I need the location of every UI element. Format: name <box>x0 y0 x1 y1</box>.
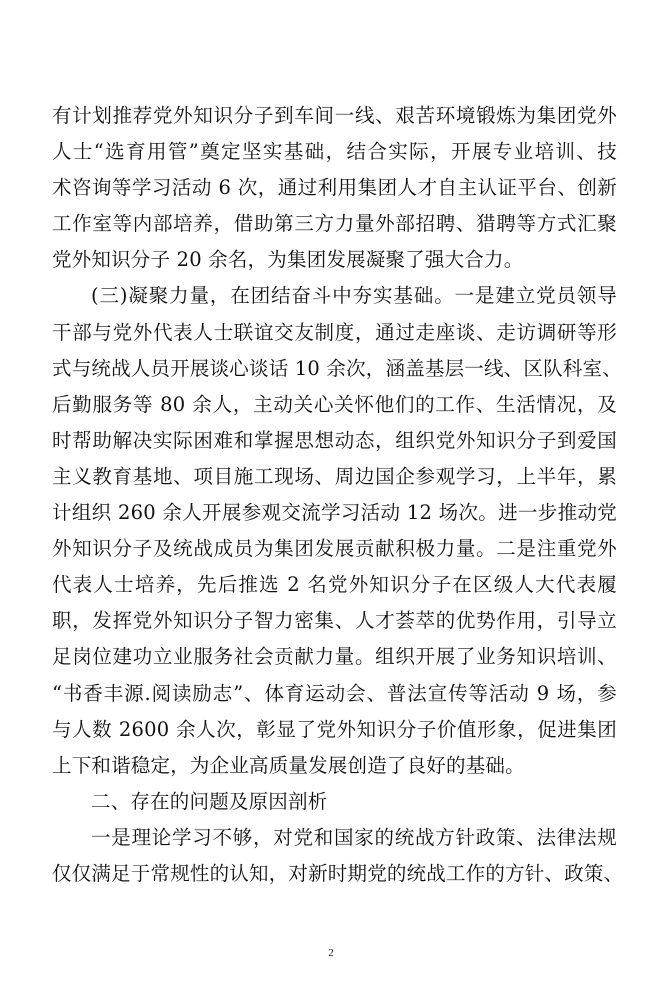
section-heading-problems <box>52 784 617 820</box>
text-line: 时帮助解决实际困难和掌握思想动态，组织党外知识分子到爱国 <box>52 428 617 452</box>
text-line: 术咨询等学习活动 6 次，通过利用集团人才自主认证平台、创新 <box>52 176 617 200</box>
paragraph-unite-strength <box>52 278 622 783</box>
text-line: 有计划推荐党外知识分子到车间一线、艰苦环境锻炼为集团党外 <box>52 104 617 127</box>
text-line: (三)凝聚力量，在团结奋斗中夯实基础。一是建立党员领导 <box>91 284 617 308</box>
text-line: 后勤服务等 80 余人，主动关心关怀他们的工作、生活情况，及 <box>52 392 617 416</box>
text-line: 外知识分子及统战成员为集团发展贡献积极力量。二是注重党外 <box>52 537 617 561</box>
text-line: 主义教育基地、项目施工现场、周边国企参观学习，上半年，累 <box>52 464 617 488</box>
section-heading-text: 二、存在的问题及原因剖析 <box>91 789 328 813</box>
text-line: 仅仅满足于常规性的认知，对新时期党的统战工作的方针、政策、 <box>52 861 624 885</box>
text-line: 工作室等内部培养，借助第三方力量外部招聘、猎聘等方式汇聚 <box>52 212 617 236</box>
text-line: 式与统战人员开展谈心谈话 10 余次，涵盖基层一线、区队科室、 <box>52 356 622 380</box>
document-body <box>52 98 624 892</box>
text-line: 干部与党外代表人士联谊交友制度，通过走座谈、走访调研等形 <box>52 320 617 344</box>
text-line: 人士“选育用管”奠定坚实基础，结合实际，开展专业培训、技 <box>52 140 617 164</box>
text-line: 与人数 2600 余人次，彰显了党外知识分子价值形象，促进集团 <box>52 717 617 741</box>
paragraph-theory-study <box>52 820 624 892</box>
text-line: “书香丰源.阅读励志”、体育运动会、普法宣传等活动 9 场，参 <box>52 681 617 705</box>
text-line: 足岗位建功立业服务社会贡献力量。组织开展了业务知识培训、 <box>52 645 617 669</box>
text-line: 计组织 260 余人开展参观交流学习活动 12 场次。进一步推动党 <box>52 501 617 525</box>
text-line: 职，发挥党外知识分子智力密集、人才荟萃的优势作用，引导立 <box>52 609 617 633</box>
text-line: 一是理论学习不够，对党和国家的统战方针政策、法律法规 <box>91 825 617 849</box>
text-line: 代表人士培养，先后推选 2 名党外知识分子在区级人大代表履 <box>52 573 617 597</box>
text-line: 上下和谐稳定，为企业高质量发展创造了良好的基础。 <box>52 753 525 777</box>
text-line: 党外知识分子 20 余名，为集团发展凝聚了强大合力。 <box>52 248 524 272</box>
paragraph-talent-cultivation <box>52 98 617 278</box>
page-number: 2 <box>328 947 334 959</box>
